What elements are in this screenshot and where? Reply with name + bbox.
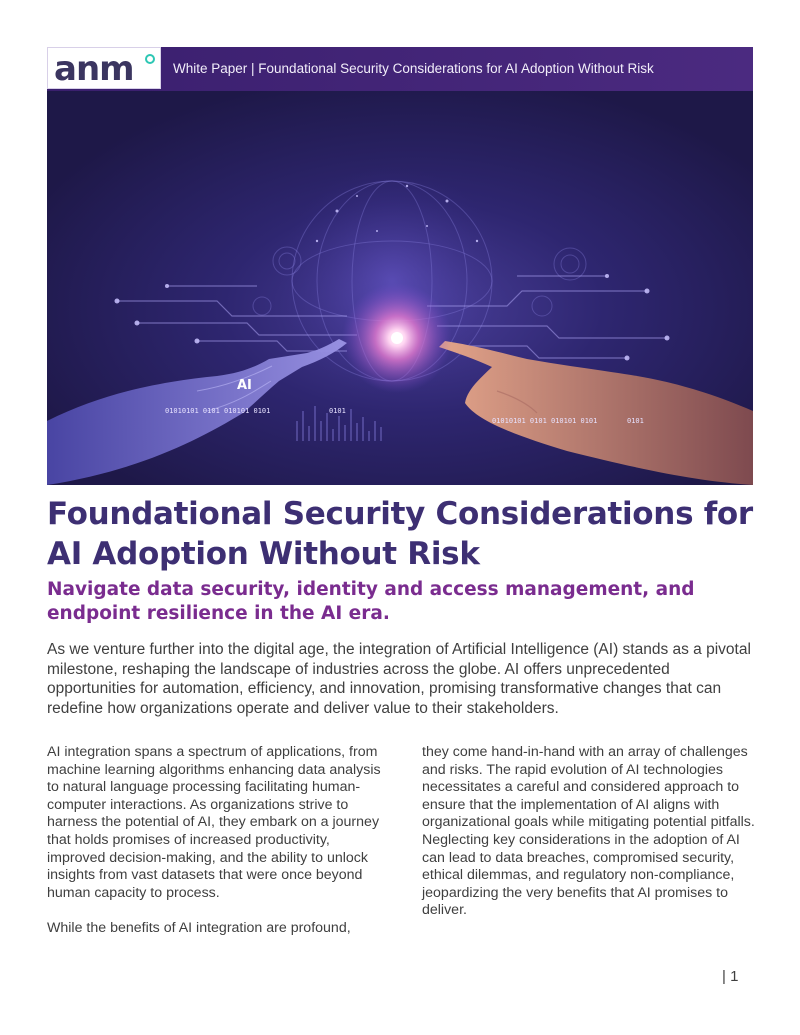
header-title: White Paper | Foundational Security Considerations for AI Adoption Without Risk — [173, 61, 654, 76]
ai-hands-illustration — [47, 91, 753, 485]
right-paragraph-1: they come hand-in-hand with an array of challenges and risks. The rapid evolution of AI technologies necessitates a careful and considered approach to ensure that the implementation of AI aligns with organizational goals while mitigating potential pitfalls. Neglecting key considerations in the adoption of AI can lead to data breaches, compromised security, ethical dilemmas, and regulatory non-compliance, jeopardizing the very benefits that AI promises to deliver. — [422, 744, 755, 919]
binary-right: 01010101 0101 010101 0101 — [492, 417, 598, 425]
logo-text: anm — [54, 49, 134, 89]
left-paragraph-1: AI integration spans a spectrum of applications, from machine learning algorithms enhancing data analysis to natural language processing facilitating human-computer interactions. As organizations strive to harness the potential of AI, they embark on a journey that holds promises of increased productivity, improved decision-making, and the ability to unlock insights from vast datasets that were once beyond human capacity to process. — [47, 744, 381, 901]
logo-dot-icon — [145, 54, 155, 64]
hero-banner — [47, 47, 753, 485]
left-column — [47, 744, 387, 955]
intro-paragraph: As we venture further into the digital age, the integration of Artificial Intelligence (AI) stands as a pivotal milestone, reshaping the landscape of industries across the globe. AI offers unprecedented opportunities for automation, efficiency, and innovation, promising transformative changes that can redefine how organizations operate and deliver value to their stakeholders. — [47, 641, 751, 717]
ai-hero-label: AI — [237, 378, 252, 393]
binary-left: 01010101 0101 010101 0101 — [165, 407, 271, 415]
page-title: Foundational Security Considerations for AI Adoption Without Risk — [47, 496, 753, 572]
company-logo[interactable] — [47, 47, 161, 89]
header-bar — [47, 47, 753, 91]
right-column — [422, 744, 762, 938]
binary-mid: 0101 — [329, 407, 346, 415]
binary-far: 0101 — [627, 417, 644, 425]
left-paragraph-2: While the benefits of AI integration are profound, — [47, 919, 351, 936]
page-number: | 1 — [722, 968, 739, 985]
page-subtitle: Navigate data security, identity and access management, and endpoint resilience in the AI era. — [47, 579, 695, 624]
